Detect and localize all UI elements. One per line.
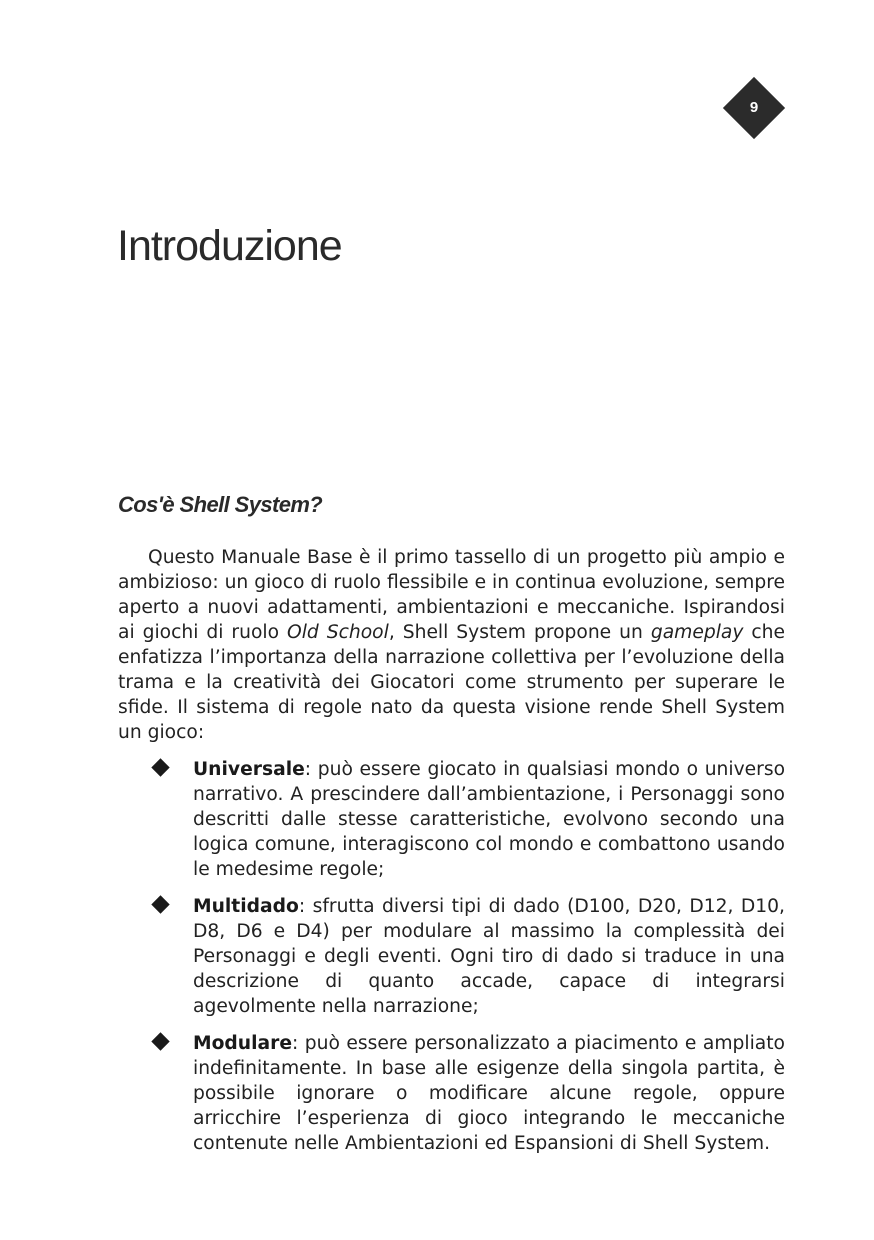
diamond-bullet-icon (151, 758, 169, 776)
feature-list (118, 757, 785, 1156)
list-item (118, 1031, 785, 1156)
feature-term: Universale (193, 759, 305, 780)
list-item (118, 757, 785, 882)
page-number-badge (723, 77, 785, 139)
feature-description: : può essere personalizzato a piacimento e ampliato indefinitamente. In base alle esigenze della singola partita, è possibile ignorare o modificare alcune regole, oppure arricchire l’esperienza di gioco integrando le meccaniche contenute nelle Ambientazioni ed Espansioni di Shell System. (193, 1033, 785, 1154)
section-heading: Cos'è Shell System? (118, 492, 323, 517)
body-text (118, 545, 785, 1168)
intro-paragraph (118, 545, 785, 745)
list-item (118, 894, 785, 1019)
intro-italic-2: gameplay (650, 622, 744, 643)
chapter-title: Introduzione (117, 222, 342, 270)
intro-italic-1: Old School (287, 622, 389, 643)
feature-description: : può essere giocato in qualsiasi mondo o universo narrativo. A prescindere dall’ambientazione, i Personaggi sono descritti dalle stesse caratteristiche, evolvono secondo una logica comune, interagiscono col mondo e combattono usando le medesime regole; (193, 759, 785, 880)
feature-term: Modulare (193, 1033, 293, 1054)
intro-text-3: che enfatizza l’importanza della narrazione collettiva per l’evoluzione della trama e la creatività dei Giocatori come strumento per superare le sfide. Il sistema di regole nato da questa visione rende Shell System un gioco: (118, 622, 786, 743)
intro-text-2: , Shell System propone un (388, 622, 651, 643)
diamond-bullet-icon (151, 895, 169, 913)
feature-term: Multidado (193, 896, 299, 917)
feature-description: : sfrutta diversi tipi di dado (D100, D20, D12, D10, D8, D6 e D4) per modulare al massimo la complessità dei Personaggi e degli eventi. Ogni tiro di dado si traduce in una descrizione di quanto accade, capace di integrarsi agevolmente nella narrazione; (193, 896, 785, 1017)
diamond-bullet-icon (151, 1032, 169, 1050)
intro-text-1: Questo Manuale Base è il primo tassello di un progetto più ampio e ambizioso: un gioco di ruolo flessibile e in continua evoluzione, sempre aperto a nuovi adattamenti, ambientazioni e meccaniche. Ispirandosi ai giochi di ruolo (118, 547, 785, 643)
page-number: 9 (749, 99, 759, 116)
